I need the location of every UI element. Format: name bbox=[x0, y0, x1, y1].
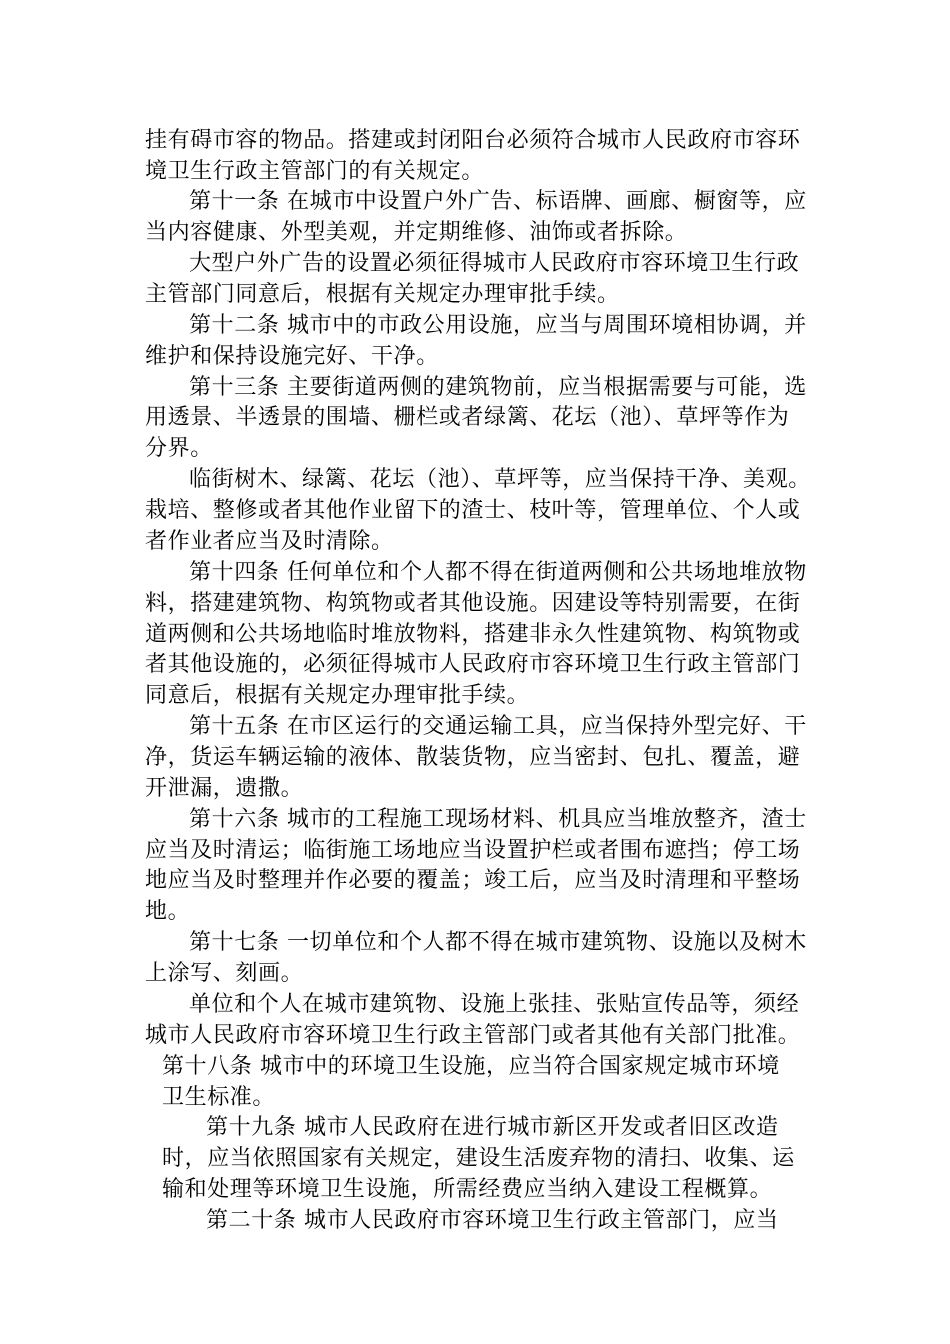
text-line: 城市人民政府市容环境卫生行政主管部门或者其他有关部门批准。 bbox=[145, 1023, 801, 1048]
text-line: 临街树木、绿篱、花坛（池）、草坪等，应当保持干净、美观。 bbox=[189, 467, 811, 492]
text-line: 挂有碍市容的物品。搭建或封闭阳台必须符合城市人民政府市容环 bbox=[145, 128, 801, 153]
text-line: 分界。 bbox=[145, 436, 213, 461]
text-line: 境卫生行政主管部门的有关规定。 bbox=[145, 159, 485, 184]
text-line: 第十八条 城市中的环境卫生设施，应当符合国家规定城市环境 bbox=[162, 1054, 780, 1079]
text-line: 第十六条 城市的工程施工现场材料、机具应当堆放整齐，渣士 bbox=[189, 807, 807, 832]
text-line: 上涂写、刻画。 bbox=[145, 961, 304, 986]
text-line: 第十五条 在市区运行的交通运输工具，应当保持外型完好、干 bbox=[189, 714, 807, 739]
text-line: 用透景、半透景的围墙、栅栏或者绿篱、花坛（池）、草坪等作为 bbox=[145, 405, 790, 430]
text-line: 第十二条 城市中的市政公用设施，应当与周围环境相协调，并 bbox=[189, 313, 807, 338]
text-line: 卫生标准。 bbox=[162, 1085, 276, 1110]
text-line: 单位和个人在城市建筑物、设施上张挂、张贴宣传品等，须经 bbox=[189, 992, 800, 1017]
text-line: 第十四条 任何单位和个人都不得在街道两侧和公共场地堆放物 bbox=[189, 560, 807, 585]
text-line: 开泄漏，遗撒。 bbox=[145, 776, 304, 801]
text-line: 料，搭建建筑物、构筑物或者其他设施。因建设等特别需要，在街 bbox=[145, 591, 801, 616]
text-line: 净，货运车辆运输的液体、散装货物，应当密封、包扎、覆盖，避 bbox=[145, 745, 801, 770]
text-line: 者作业者应当及时清除。 bbox=[145, 529, 394, 554]
text-line: 栽培、整修或者其他作业留下的渣士、枝叶等，管理单位、个人或 bbox=[145, 498, 801, 523]
text-line: 输和处理等环境卫生设施，所需经费应当纳入建设工程概算。 bbox=[162, 1177, 773, 1202]
text-line: 道两侧和公共场地临时堆放物料，搭建非永久性建筑物、构筑物或 bbox=[145, 622, 801, 647]
text-line: 第十三条 主要街道两侧的建筑物前，应当根据需要与可能，选 bbox=[189, 375, 807, 400]
text-line: 第二十条 城市人民政府市容环境卫生行政主管部门，应当 bbox=[206, 1208, 779, 1233]
text-line: 同意后，根据有关规定办理审批手续。 bbox=[145, 683, 530, 708]
text-line: 第十一条 在城市中设置户外广告、标语牌、画廊、橱窗等，应 bbox=[189, 189, 807, 214]
text-line: 应当及时清运；临街施工场地应当设置护栏或者围布遮挡；停工场 bbox=[145, 838, 801, 863]
text-line: 第十九条 城市人民政府在进行城市新区开发或者旧区改造 bbox=[206, 1115, 779, 1140]
text-line: 地应当及时整理并作必要的覆盖；竣工后，应当及时清理和平整场 bbox=[145, 868, 801, 893]
text-line: 第十七条 一切单位和个人都不得在城市建筑物、设施以及树木 bbox=[189, 930, 807, 955]
text-line: 时，应当依照国家有关规定，建设生活废弃物的清扫、收集、运 bbox=[162, 1146, 795, 1171]
text-line: 大型户外广告的设置必须征得城市人民政府市容环境卫生行政 bbox=[189, 251, 800, 276]
text-line: 维护和保持设施完好、干净。 bbox=[145, 344, 439, 369]
text-line: 地。 bbox=[145, 899, 191, 924]
text-line: 当内容健康、外型美观，并定期维修、油饰或者拆除。 bbox=[145, 220, 688, 245]
text-line: 者其他设施的，必须征得城市人民政府市容环境卫生行政主管部门 bbox=[145, 652, 801, 677]
text-line: 主管部门同意后，根据有关规定办理审批手续。 bbox=[145, 282, 620, 307]
